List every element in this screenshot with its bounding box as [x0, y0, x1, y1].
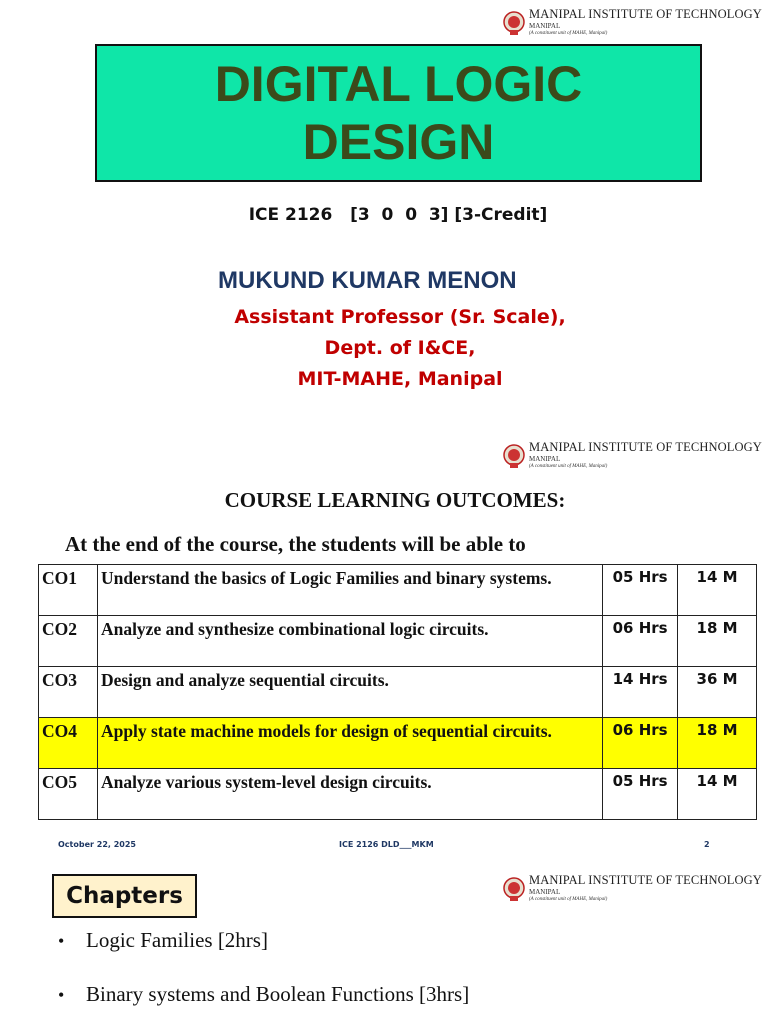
- logo-subtitle: (A constituent unit of MAHE, Manipal): [529, 463, 608, 469]
- clo-marks: 14 M: [678, 769, 757, 820]
- clo-marks: 18 M: [678, 718, 757, 769]
- instructor-designation: Assistant Professor (Sr. Scale),: [234, 306, 566, 328]
- clo-intro: At the end of the course, the students will be able to: [65, 532, 526, 556]
- clo-id: CO1: [39, 565, 98, 616]
- table-row-highlighted: [39, 718, 757, 769]
- table-row: [39, 616, 757, 667]
- clo-description: Analyze and synthesize combinational logic circuits.: [97, 616, 602, 667]
- clo-marks: 36 M: [678, 667, 757, 718]
- bullet-icon: •: [58, 985, 65, 1005]
- instructor-institution: MIT-MAHE, Manipal: [297, 368, 503, 390]
- footer-course: ICE 2126 DLD___MKM: [339, 840, 434, 849]
- course-code: ICE 2126 [3 0 0 3] [3-Credit]: [248, 205, 548, 225]
- manipal-seal-icon: [503, 443, 525, 469]
- logo-institute-name: MANIPAL INSTITUTE OF TECHNOLOGY: [529, 440, 762, 454]
- manipal-seal-icon: [503, 10, 525, 36]
- list-item: [58, 982, 469, 1007]
- title-line-1: DIGITAL LOGIC: [214, 56, 583, 112]
- logo-subtitle: (A constituent unit of MAHE, Manipal): [529, 896, 608, 902]
- clo-marks: 14 M: [678, 565, 757, 616]
- bullet-icon: •: [58, 931, 65, 951]
- clo-heading: COURSE LEARNING OUTCOMES:: [224, 488, 566, 512]
- logo-location: MANIPAL: [529, 887, 561, 896]
- logo-location: MANIPAL: [529, 454, 561, 463]
- clo-table: [38, 564, 757, 820]
- logo-institute-name: MANIPAL INSTITUTE OF TECHNOLOGY: [529, 7, 762, 21]
- title-line-2: DESIGN: [302, 114, 495, 170]
- table-row: [39, 769, 757, 820]
- table-row: [39, 565, 757, 616]
- clo-description: Understand the basics of Logic Families and binary systems.: [97, 565, 602, 616]
- title-banner: [95, 44, 702, 182]
- clo-id: CO3: [39, 667, 98, 718]
- logo-location: MANIPAL: [529, 21, 561, 30]
- clo-hours: 06 Hrs: [603, 616, 678, 667]
- clo-description: Analyze various system-level design circuits.: [97, 769, 602, 820]
- list-item: [58, 928, 268, 953]
- instructor-name: MUKUND KUMAR MENON: [218, 267, 517, 294]
- clo-hours: 05 Hrs: [603, 769, 678, 820]
- chapters-heading: Chapters: [52, 874, 197, 918]
- table-row: [39, 667, 757, 718]
- clo-id: CO2: [39, 616, 98, 667]
- logo-institute-name: MANIPAL INSTITUTE OF TECHNOLOGY: [529, 873, 762, 887]
- clo-description: Apply state machine models for design of sequential circuits.: [97, 718, 602, 769]
- chapter-label: Logic Families [2hrs]: [86, 928, 268, 952]
- clo-hours: 05 Hrs: [603, 565, 678, 616]
- institute-logo: [503, 8, 763, 40]
- footer-date: October 22, 2025: [58, 840, 136, 849]
- clo-description: Design and analyze sequential circuits.: [97, 667, 602, 718]
- clo-id: CO4: [39, 718, 98, 769]
- logo-subtitle: (A constituent unit of MAHE, Manipal): [529, 30, 608, 36]
- institute-logo: [503, 441, 763, 473]
- chapter-label: Binary systems and Boolean Functions [3hrs]: [86, 982, 470, 1006]
- manipal-seal-icon: [503, 876, 525, 902]
- clo-hours: 06 Hrs: [603, 718, 678, 769]
- clo-hours: 14 Hrs: [603, 667, 678, 718]
- instructor-department: Dept. of I&CE,: [324, 337, 476, 359]
- clo-id: CO5: [39, 769, 98, 820]
- clo-marks: 18 M: [678, 616, 757, 667]
- footer-page-number: 2: [704, 840, 710, 849]
- institute-logo: [503, 874, 763, 906]
